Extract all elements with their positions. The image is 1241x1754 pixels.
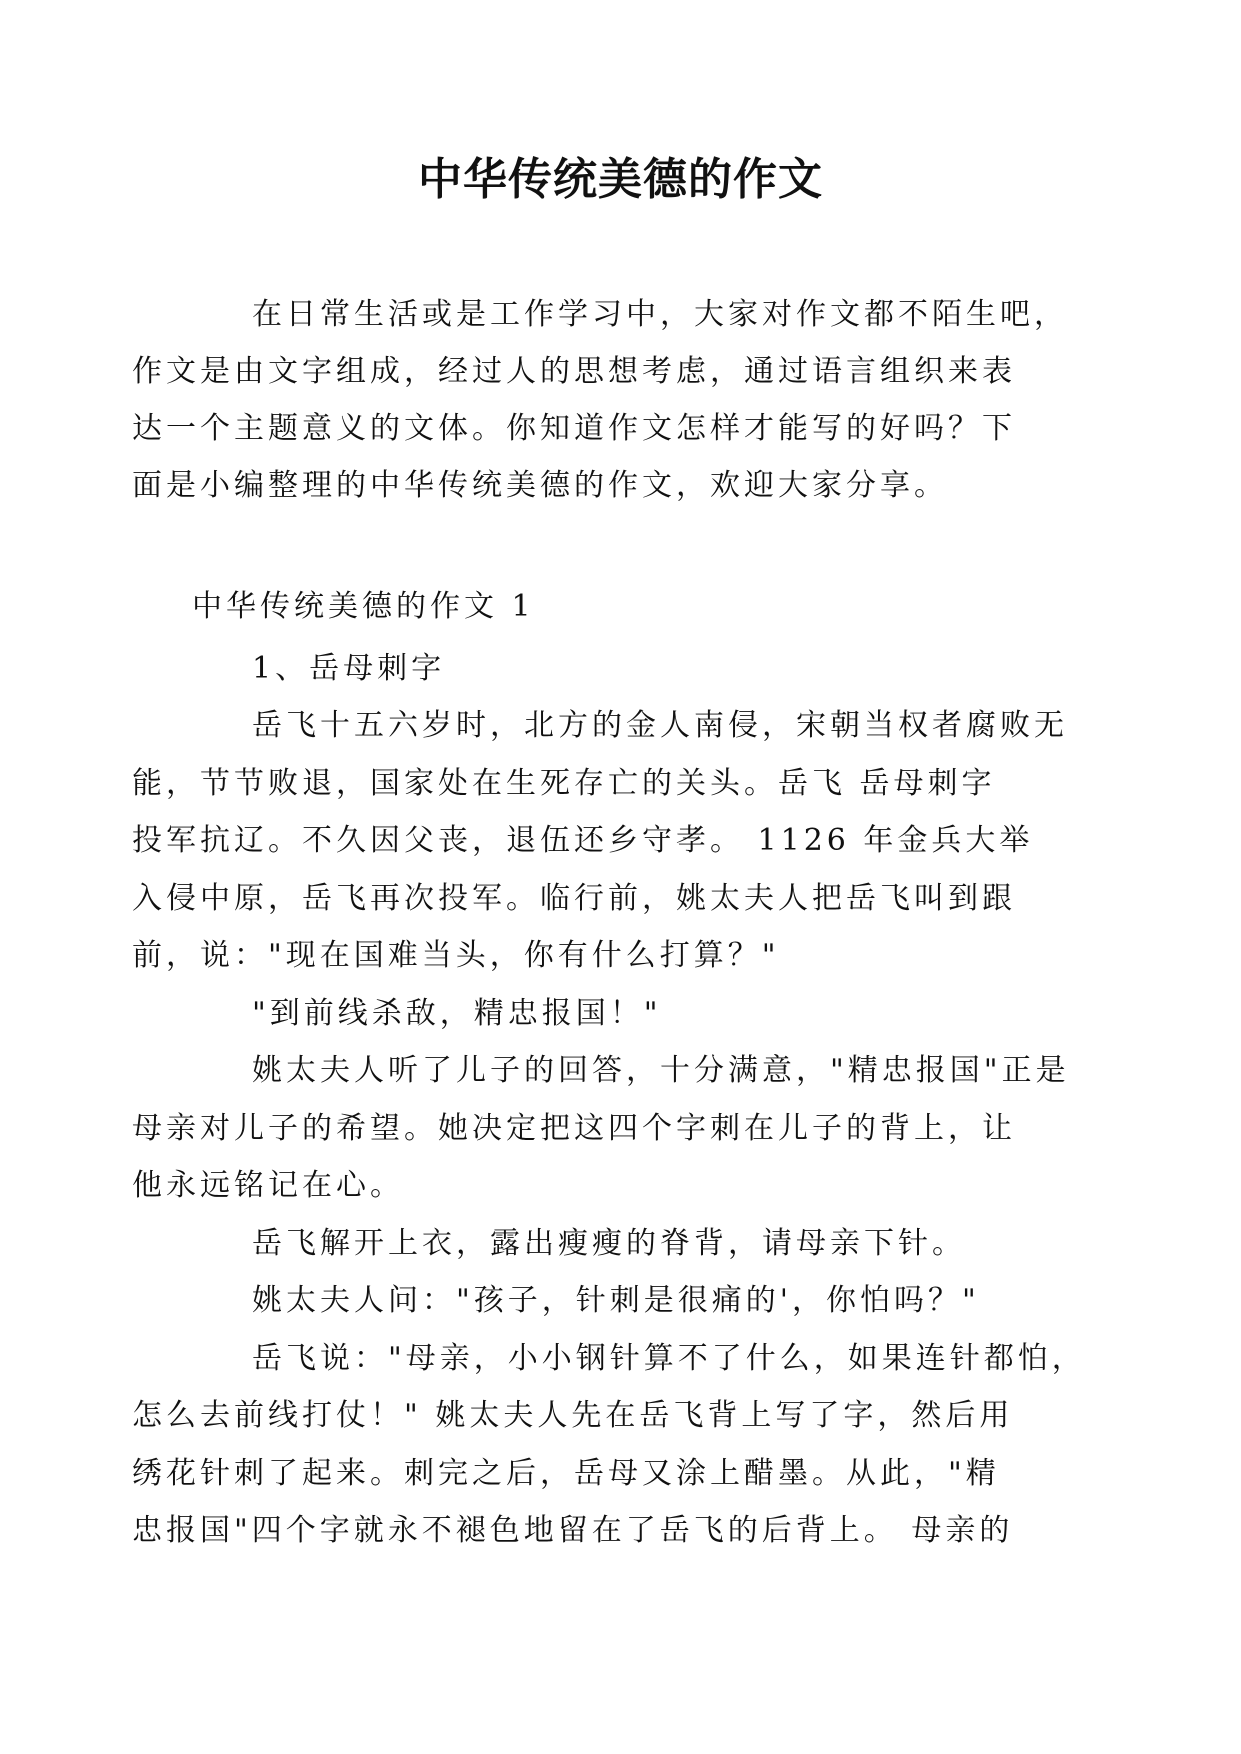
- text-line: 作文是由文字组成，经过人的思想考虑，通过语言组织来表: [132, 354, 1016, 389]
- text-line: 绣花针刺了起来。刺完之后，岳母又涂上醋墨。从此，"精: [132, 1455, 1000, 1491]
- essay-content: [132, 578, 1086, 1560]
- subsection-heading: 1、岳母刺字: [252, 650, 446, 686]
- text-line: 姚太夫人听了儿子的回答，十分满意，"精忠报国"正是: [252, 1053, 1070, 1088]
- text-line: 忠报国"四个字就永不褪色地留在了岳飞的后背上。 母亲的: [132, 1513, 1014, 1548]
- paragraph: [132, 1042, 1072, 1215]
- text-line: 姚太夫人问："孩子，针刺是很痛的'，你怕吗？": [252, 1283, 980, 1318]
- paragraph: [192, 1272, 1072, 1330]
- text-line: 能，节节败退，国家处在生死存亡的关头。岳飞 岳母刺字: [132, 765, 996, 801]
- intro-paragraph: [132, 286, 1072, 514]
- text-line: 岳飞解开上衣，露出瘦瘦的脊背，请母亲下针。: [252, 1225, 966, 1261]
- text-line: 投军抗辽。不久因父丧，退伍还乡守孝。 1126 年金兵大举: [132, 823, 1034, 858]
- text-line: 母亲对儿子的希望。她决定把这四个字刺在儿子的背上，让: [132, 1110, 1016, 1146]
- text-line: 面是小编整理的中华传统美德的作文，欢迎大家分享。: [132, 468, 948, 503]
- text-line: 达一个主题意义的文体。你知道作文怎样才能写的好吗？下: [132, 411, 1016, 446]
- text-line: 怎么去前线打仗！" 姚太夫人先在岳飞背上写了字，然后用: [132, 1398, 1014, 1433]
- paragraph: [132, 1330, 1086, 1560]
- paragraph: [132, 697, 1072, 985]
- document-title: 中华传统美德的作文: [418, 154, 823, 205]
- text-line: "到前线杀敌，精忠报国！": [252, 995, 662, 1031]
- text-line: 入侵中原，岳飞再次投军。临行前，姚太夫人把岳飞叫到跟: [132, 880, 1016, 916]
- section-heading: 中华传统美德的作文 1: [192, 589, 535, 624]
- text-line: 岳飞十五六岁时，北方的金人南侵，宋朝当权者腐败无: [252, 708, 1068, 743]
- paragraph: [192, 1215, 1072, 1273]
- text-line: 岳飞说："母亲，小小钢针算不了什么，如果连针都怕，: [252, 1340, 1086, 1376]
- text-line: 在日常生活或是工作学习中，大家对作文都不陌生吧，: [252, 297, 1068, 332]
- paragraph: [192, 985, 1072, 1043]
- paragraph: [132, 286, 1072, 514]
- text-line: 他永远铭记在心。: [132, 1168, 404, 1203]
- paragraph: [192, 640, 1072, 698]
- text-line: 前，说："现在国难当头，你有什么打算？": [132, 938, 780, 973]
